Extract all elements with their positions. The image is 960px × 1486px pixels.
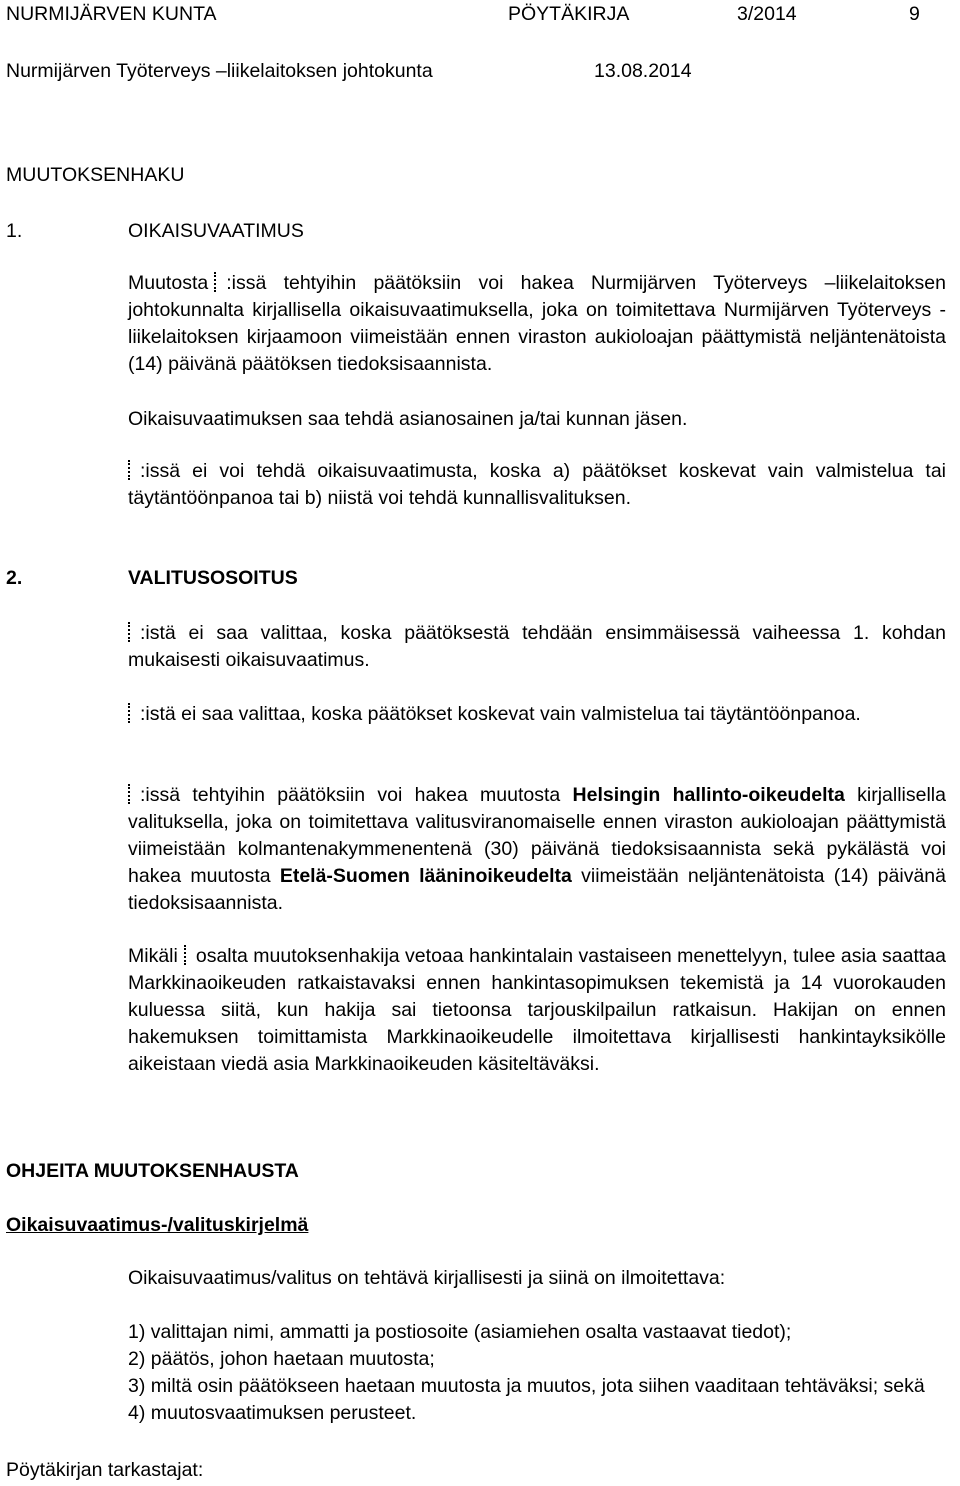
valitus-p2-text: :istä ei saa valittaa, koska päätökset koskevat vain valmistelua tai täytäntöönpanoa.	[140, 703, 861, 725]
cursor-mark	[128, 703, 132, 723]
cursor-mark	[128, 784, 132, 804]
cursor-mark	[214, 272, 218, 292]
ohjeita-intro: Oikaisuvaatimus/valitus on tehtävä kirjallisesti ja siinä on ilmoitettava:	[128, 1267, 726, 1289]
oikaisu-p1-post: :issä tehtyihin päätöksiin voi hakea Nurmijärven Työterveys –liikelaitoksen johtokunnalta kirjallisella oikaisuvaatimuksella, joka on toimitettava Nurmijärven Työterveys -liikelaitoksen kirjaamoon viimeistään ennen viraston aukioloajan päättymistä neljäntenätoista (14) päivänä päätöksen tiedoksisaannista.	[128, 272, 946, 375]
valitus-p3-a: :issä tehtyihin päätöksiin voi hakea muutosta	[140, 784, 573, 806]
valitus-paragraph-1	[128, 620, 946, 674]
cursor-mark	[184, 945, 188, 965]
valitus-paragraph-2	[128, 701, 946, 728]
oikaisu-paragraph-1	[128, 270, 946, 378]
header-doc-type: PÖYTÄKIRJA	[508, 3, 630, 25]
valitus-title: VALITUSOSOITUS	[128, 567, 298, 589]
valitus-p3-c: viimeistään neljäntenätoista (14) päivänä tiedoksisaannista.	[128, 865, 946, 914]
valitus-p4-post: osalta muutoksenhakija vetoaa hankintalain vastaiseen menettelyyn, tulee asia saattaa Markkinaoikeuden ratkaistavaksi ennen hankintasopimuksen tekemistä ja 14 vuorokauden kuluessa siitä, kun hakija sai tietoonsa tarjouskilpailun ratkaisun. Hakijan on ennen hakemuksen toimittamista Markkinaoikeudelle ilmoitettava kirjallisesti hankintayksikölle aikeistaan viedä asia Markkinaoikeuden käsiteltäväksi.	[128, 945, 946, 1075]
valitus-number: 2.	[6, 567, 23, 589]
header-municipality: NURMIJÄRVEN KUNTA	[6, 3, 217, 25]
ohjeita-list	[128, 1319, 946, 1427]
ohjeita-subtitle: Oikaisuvaatimus-/valituskirjelmä	[6, 1214, 309, 1236]
cursor-mark	[128, 460, 132, 480]
list-item: 1) valittajan nimi, ammatti ja postiosoite (asiamiehen osalta vastaavat tiedot);	[128, 1321, 792, 1343]
header-page-number: 9	[909, 3, 920, 25]
valitus-paragraph-4	[128, 943, 946, 1078]
oikaisu-number: 1.	[6, 220, 23, 242]
valitus-paragraph-3	[128, 782, 946, 917]
section-title: MUUTOKSENHAKU	[6, 164, 185, 186]
list-item: 4) muutosvaatimuksen perusteet.	[128, 1402, 417, 1424]
oikaisu-title: OIKAISUVAATIMUS	[128, 220, 304, 242]
valitus-p1-text: :istä ei saa valittaa, koska päätöksestä tehdään ensimmäisessä vaiheessa 1. kohdan mukaisesti oikaisuvaatimus.	[128, 622, 946, 671]
header-doc-number: 3/2014	[737, 3, 797, 25]
footer-inspectors: Pöytäkirjan tarkastajat:	[6, 1459, 204, 1481]
list-item: 2) päätös, johon haetaan muutosta;	[128, 1348, 435, 1370]
oikaisu-paragraph-3	[128, 458, 946, 512]
cursor-mark	[128, 622, 132, 642]
header-date: 13.08.2014	[594, 60, 692, 82]
header-body: Nurmijärven Työterveys –liikelaitoksen johtokunta	[6, 60, 433, 82]
ohjeita-title: OHJEITA MUUTOKSENHAUSTA	[6, 1160, 299, 1182]
list-item: 3) miltä osin päätökseen haetaan muutosta ja muutos, jota siihen vaaditaan tehtäväksi; sekä	[128, 1375, 925, 1397]
oikaisu-p1-pre: Muutosta	[128, 272, 209, 294]
valitus-p3-b: kirjallisella valituksella, joka on toimitettava valitusviranomaiselle ennen viraston aukioloajan päättymistä viimeistään kolmantenakymmenentenä (30) päivänä tiedoksisaannista sekä pykälästä voi hakea muutosta	[128, 784, 946, 887]
oikaisu-p3-text: :issä ei voi tehdä oikaisuvaatimusta, koska a) päätökset koskevat vain valmistelua tai täytäntöönpanoa tai b) niistä voi tehdä kunnallisvalituksen.	[128, 460, 946, 509]
oikaisu-paragraph-2: Oikaisuvaatimuksen saa tehdä asianosainen ja/tai kunnan jäsen.	[128, 408, 688, 430]
valitus-p4-pre: Mikäli	[128, 945, 178, 967]
valitus-p3-court-1: Helsingin hallinto-oikeudelta	[572, 784, 845, 806]
valitus-p3-court-2: Etelä-Suomen lääninoikeudelta	[279, 865, 572, 887]
